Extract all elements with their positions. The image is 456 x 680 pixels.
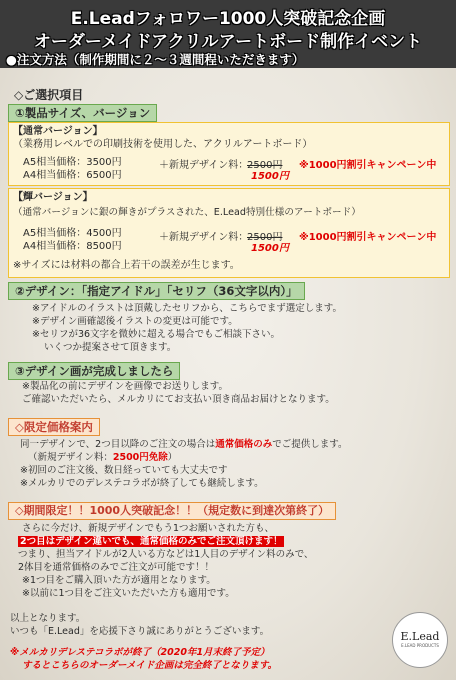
- s5-line-2-text: 2つ目はデザイン違いでも、通常価格のみでご注文頂けます！: [20, 536, 283, 547]
- s5-line-5: ※1つ目をご購入頂いた方が適用となります。: [22, 575, 216, 586]
- s5-line-3: つまり、担当アイドルが2人いる方などは1人目のデザイン料のみで、: [18, 549, 314, 560]
- section4-label: ◇限定価格案内: [8, 418, 100, 436]
- s4-line-4: ※メルカリでのデレステコラボが終了しても継続します。: [20, 478, 264, 489]
- shine-desc: （通常バージョンに銀の輝きがプラスされた、E.Lead特別仕様のアートボード）: [13, 207, 361, 218]
- s4-line-2: [28, 451, 177, 464]
- s5-line-6: ※以前に1つ目をご注文いただいた方も適用です。: [22, 588, 235, 599]
- s4-line-1b: 通常価格のみ: [215, 439, 273, 450]
- s3-line-1: ※製品化の前にデザインを画像でお送りします。: [22, 381, 229, 392]
- s2-line-2: ※デザイン画確認後イラストの変更は可能です。: [32, 316, 238, 327]
- s4-line-1c: でご提供します。: [272, 439, 348, 450]
- s5-line-2: [18, 535, 284, 548]
- normal-fee-new: 1500円: [251, 171, 289, 182]
- s2-line-4: いくつか提案させて頂きます。: [44, 342, 177, 353]
- s2-line-1: ※アイドルのイラストは頂戴したセリフから、こちらでまず選定します。: [32, 303, 342, 314]
- closing-line-2: いつも「E.Lead」を応援下さり誠にありがとうございます。: [10, 626, 270, 637]
- normal-campaign: ※1000円割引キャンペーン中: [299, 160, 437, 171]
- shine-a5-price: A5相当価格：4500円: [23, 228, 122, 239]
- s4-line-2c: ）: [167, 452, 178, 463]
- shine-version-box: [8, 188, 450, 278]
- normal-fee-label: ＋新規デザイン料：: [159, 160, 249, 171]
- section5-label: ◇期間限定！！1000人突破記念！！（規定数に到達次第終了）: [8, 502, 336, 520]
- size-note: ※サイズには材料の都合上若干の誤差が生じます。: [13, 260, 240, 271]
- elead-logo: [392, 612, 448, 668]
- shine-a4-price: A4相当価格：8500円: [23, 241, 122, 252]
- shine-campaign: ※1000円割引キャンペーン中: [299, 232, 437, 243]
- section3-label: ③デザイン画が完成しましたら: [8, 362, 180, 380]
- normal-a5-price: A5相当価格：3500円: [23, 157, 122, 168]
- s3-line-2: ご確認いただいたら、メルカリにてお支払い頂き商品お届けとなります。: [22, 394, 335, 405]
- title-line-2: オーダーメイドアクリルアートボード制作イベント: [33, 32, 423, 52]
- s4-line-1: [20, 438, 347, 451]
- shine-title: 【輝バージョン】: [13, 192, 93, 203]
- section1-label: ①製品サイズ、バージョン: [8, 104, 157, 122]
- normal-title: 【通常バージョン】: [13, 126, 103, 137]
- s5-line-4: 2体目を通常価格のみでご注文が可能です！！: [18, 562, 215, 573]
- normal-a4-price: A4相当価格：6500円: [23, 170, 122, 181]
- logo-text: E.Lead: [400, 630, 440, 643]
- shine-fee-label: ＋新規デザイン料：: [159, 232, 249, 243]
- selection-heading: ◇ご選択項目: [14, 88, 84, 102]
- closing-red-2: するとこちらのオーダーメイド企画は完全終了となります。: [22, 660, 278, 671]
- normal-fee-old: 2500円: [247, 160, 283, 171]
- s5-line-1: さらに今だけ、新規デザインでもう1つお願いされた方も、: [22, 523, 274, 534]
- header-banner: [0, 0, 456, 68]
- shine-fee-old: 2500円: [247, 232, 283, 243]
- normal-desc: （業務用レベルでの印刷技術を使用した、アクリルアートボード）: [13, 139, 313, 150]
- logo-subtext: E.LEAD PRODUCTS: [401, 643, 439, 648]
- order-method: ●注文方法（制作期間に２～３週間程いただきます）: [6, 52, 305, 67]
- closing-line-1: 以上となります。: [10, 613, 86, 624]
- s4-line-2b: 2500円免除: [112, 452, 168, 463]
- normal-version-box: [8, 122, 450, 186]
- s2-line-3: ※セリフが36文字を微妙に超える場合でもご相談下さい。: [32, 329, 281, 340]
- s4-line-1a: 同一デザインで、2つ目以降のご注文の場合は: [20, 439, 216, 450]
- closing-red-1: ※メルカリデレステコラボが終了（2020年1月末終了予定）: [10, 647, 270, 658]
- section2-label: ②デザイン：「指定アイドル」「セリフ（36文字以内）」: [8, 282, 305, 300]
- shine-fee-new: 1500円: [251, 243, 289, 254]
- title-line-1: E.Leadフォロワー1000人突破記念企画: [70, 9, 386, 29]
- s4-line-3: ※初回のご注文後、数日経っていても大丈夫です: [20, 465, 228, 476]
- s4-line-2a: （新規デザイン料：: [28, 452, 113, 463]
